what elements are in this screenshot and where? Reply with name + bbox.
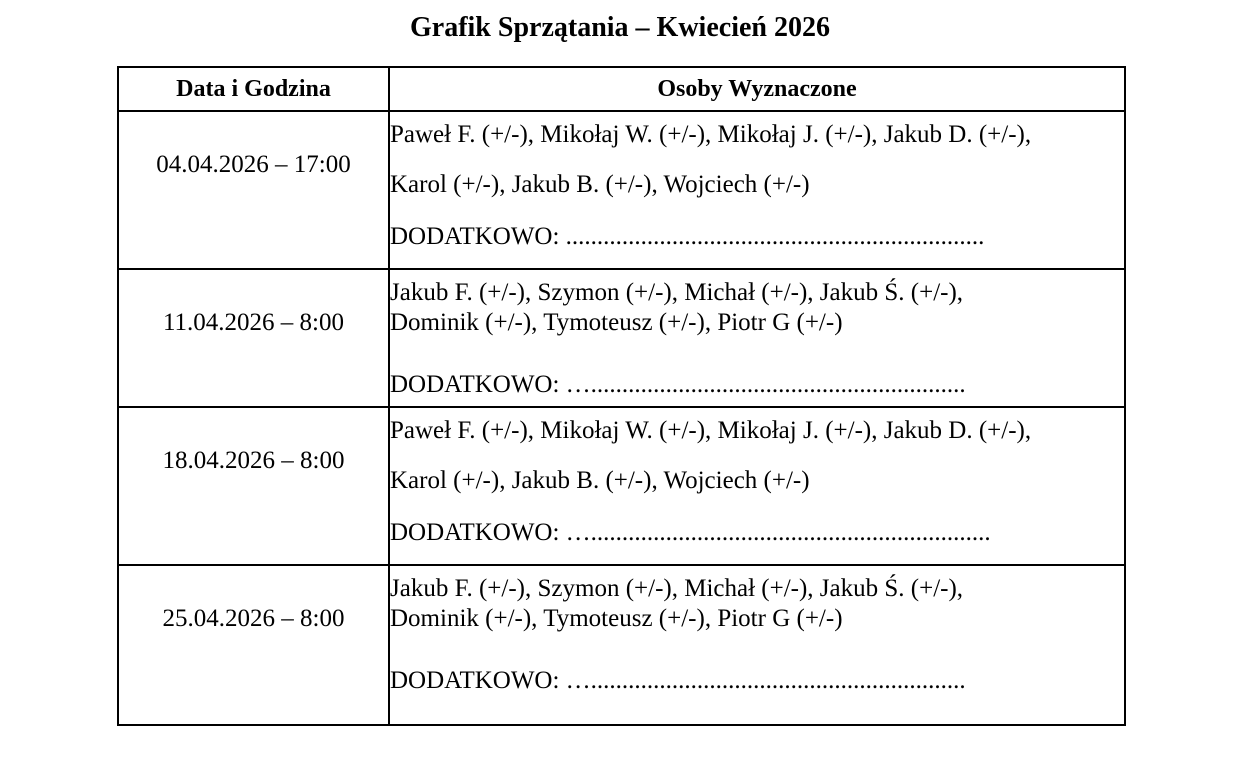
people-line: Karol (+/-), Jakub B. (+/-), Wojciech (+/-) [390, 171, 810, 198]
extra-line: DODATKOWO: ................................................................... [390, 223, 985, 250]
header-date-time: Data i Godzina [118, 67, 389, 111]
date-time-text: 04.04.2026 – 17:00 [156, 151, 351, 178]
table-header-row [118, 67, 1125, 111]
people-line: Karol (+/-), Jakub B. (+/-), Wojciech (+/-) [390, 467, 810, 494]
date-cell [118, 269, 389, 407]
date-cell [118, 111, 389, 269]
date-cell [118, 565, 389, 725]
page-title: Grafik Sprzątania – Kwiecień 2026 [410, 12, 830, 43]
people-line: Jakub F. (+/-), Szymon (+/-), Michał (+/-), Jakub Ś. (+/-), [390, 279, 964, 306]
extra-line: DODATKOWO: …............................................................ [390, 667, 966, 694]
people-line: Paweł F. (+/-), Mikołaj W. (+/-), Mikołaj J. (+/-), Jakub D. (+/-), [390, 121, 1032, 148]
table-row [118, 565, 1125, 725]
extra-line: DODATKOWO: …................................................................ [390, 519, 991, 546]
people-line: Dominik (+/-), Tymoteusz (+/-), Piotr G (+/-) [390, 605, 843, 632]
people-cell [389, 407, 1125, 565]
people-cell [389, 111, 1125, 269]
date-cell [118, 407, 389, 565]
header-assigned-people: Osoby Wyznaczone [389, 67, 1125, 111]
table-row [118, 111, 1125, 269]
date-time-text: 25.04.2026 – 8:00 [162, 605, 345, 632]
date-time-text: 11.04.2026 – 8:00 [162, 309, 345, 336]
people-cell [389, 565, 1125, 725]
people-line: Dominik (+/-), Tymoteusz (+/-), Piotr G (+/-) [390, 309, 843, 336]
people-cell [389, 269, 1125, 407]
people-line: Paweł F. (+/-), Mikołaj W. (+/-), Mikołaj J. (+/-), Jakub D. (+/-), [390, 417, 1032, 444]
date-time-text: 18.04.2026 – 8:00 [162, 447, 345, 474]
table-row [118, 269, 1125, 407]
table-row [118, 407, 1125, 565]
cleaning-schedule-table [117, 66, 1126, 726]
extra-line: DODATKOWO: …............................................................ [390, 371, 966, 398]
people-line: Jakub F. (+/-), Szymon (+/-), Michał (+/-), Jakub Ś. (+/-), [390, 575, 964, 602]
